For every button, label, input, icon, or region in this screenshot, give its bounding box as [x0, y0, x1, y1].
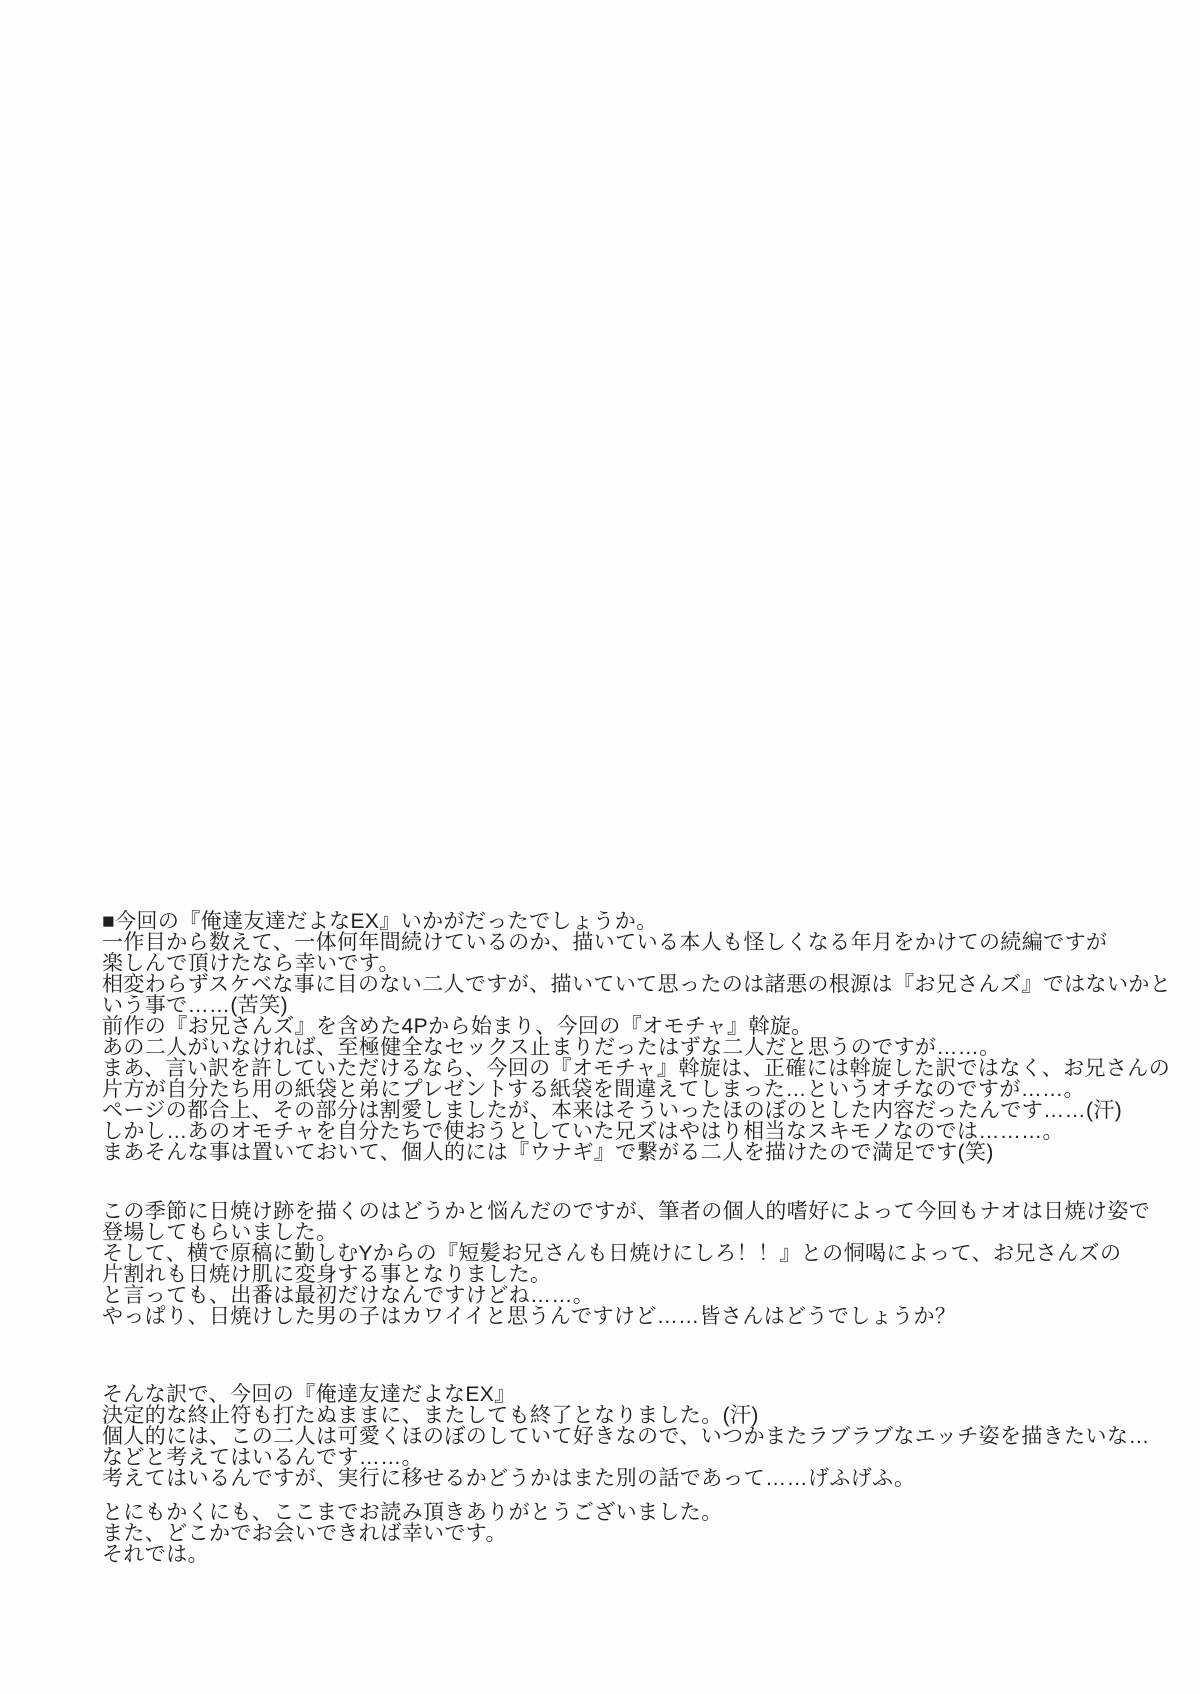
paragraph-block-1 [102, 910, 1172, 1164]
text-line: ページの都合上、その部分は割愛しましたが、本来はそういったほのぼのとした内容だったんです……(汗) [102, 1099, 1123, 1122]
text-line: しかし…あのオモチャを自分たちで使おうとしていた兄ズはやはり相当なスキモノなのでは………。 [102, 1120, 1064, 1143]
text-line: この季節に日焼け跡を描くのはどうかと悩んだのですが、筆者の個人的嗜好によって今回もナオは日焼け姿で [102, 1200, 1151, 1223]
text-line: いう事で……(苦笑) [102, 994, 288, 1017]
paragraph-block-4 [102, 1502, 1116, 1565]
text-line: 楽しんで頂けたなら幸いです。 [102, 952, 400, 975]
text-line: 相変わらずスケベな事に目のない二人ですが、描いていて思ったのは諸悪の根源は『お兄さんズ』ではないかと [102, 973, 1172, 996]
text-line: あの二人がいなければ、至極健全なセックス止まりだったはずな二人だと思うのですが……。 [102, 1036, 1001, 1059]
afterword-text [102, 910, 1172, 1566]
text-line: とにもかくにも、ここまでお読み頂きありがとうございました。 [102, 1501, 723, 1524]
text-line: 考えてはいるんですが、実行に移せるかどうかはまた別の話であって……げふげふ。 [102, 1467, 916, 1490]
text-line: それでは。 [102, 1543, 209, 1566]
text-line: 片割れも日焼け肌に変身する事となりました。 [102, 1263, 552, 1286]
text-line: 個人的には、この二人は可愛くほのぼのしていて好きなので、いつかまたラブラブなエッチ姿を描きたいな… [102, 1425, 1150, 1448]
text-line: そんな訳で、今回の『俺達友達だよなEX』 [102, 1383, 516, 1406]
text-line: 登場してもらいました。 [102, 1221, 338, 1244]
paragraph-block-3 [102, 1383, 1150, 1490]
text-line: 決定的な終止符も打たぬままに、またしても終了となりました。(汗) [102, 1404, 759, 1427]
text-line: と言っても、出番は最初だけなんですけどね……。 [102, 1284, 595, 1307]
text-line: やっぱり、日焼けした男の子はカワイイと思うんですけど……皆さんはどうでしょうか？ [102, 1305, 957, 1328]
text-line: また、どこかでお会いできれば幸いです。 [102, 1522, 507, 1545]
text-line: などと考えてはいるんです……。 [102, 1446, 423, 1469]
text-line: ■今回の『俺達友達だよなEX』いかがだったでしょうか。 [102, 910, 658, 933]
text-line: 一作目から数えて、一体何年間続けているのか、描いている本人も怪しくなる年月をかけての続編ですが [102, 931, 1108, 954]
paragraph-block-2 [102, 1200, 1151, 1328]
text-line: まあそんな事は置いておいて、個人的には『ウナギ』で繋がる二人を描けたので満足です(笑) [102, 1141, 994, 1164]
text-line: まあ、言い訳を許していただけるなら、今回の『オモチャ』斡旋は、正確には斡旋した訳ではなく、お兄さんの [102, 1057, 1171, 1080]
text-line: 片方が自分たち用の紙袋と弟にプレゼントする紙袋を間違えてしまった…というオチなのですが……。 [102, 1078, 1085, 1101]
text-line: そして、横で原稿に勤しむYからの『短髪お兄さんも日焼けにしろ！！』との恫喝によって、お兄さんズの [102, 1242, 1122, 1265]
text-line: 前作の『お兄さんズ』を含めた4Pから始まり、今回の『オモチャ』斡旋。 [102, 1015, 813, 1038]
